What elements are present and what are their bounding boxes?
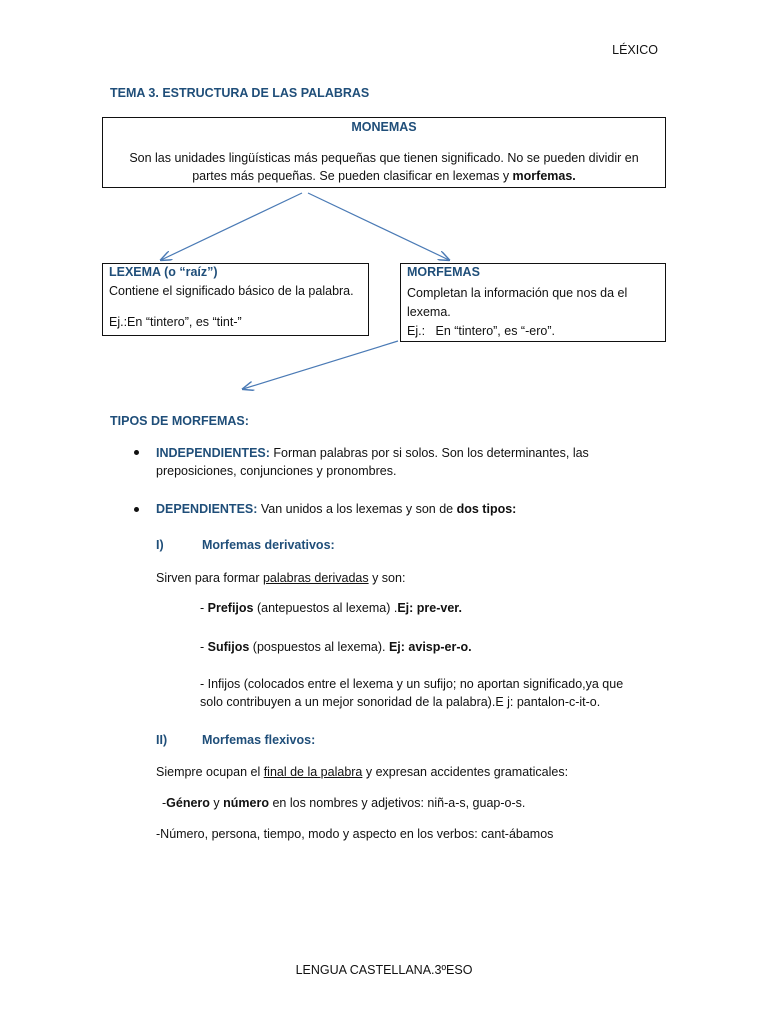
verbos-item: -Número, persona, tiempo, modo y aspecto en los verbos: cant-ábamos [156, 827, 554, 841]
bullet-icon [134, 507, 139, 512]
prefijos-item: - Prefijos (antepuestos al lexema) .Ej: pre-ver. [200, 601, 462, 615]
infijos-item [200, 675, 623, 711]
lexema-text: Contiene el significado básico de la palabra. [109, 284, 354, 298]
infijos-line-1: - Infijos (colocados entre el lexema y un sufijo; no aportan significado,ya que [200, 677, 624, 691]
monemas-line-2: partes más pequeñas. Se pueden clasificar en lexemas y morfemas. [192, 169, 576, 183]
independientes-line-2: preposiciones, conjunciones y pronombres. [156, 464, 397, 478]
page-title: TEMA 3. ESTRUCTURA DE LAS PALABRAS [110, 86, 370, 100]
morfemas-box [400, 263, 666, 342]
derivativos-heading: Morfemas derivativos: [202, 538, 335, 552]
dependientes-item: DEPENDIENTES: Van unidos a los lexemas y son de dos tipos: [156, 502, 517, 516]
monemas-heading: MONEMAS [351, 120, 417, 134]
lexema-box [102, 263, 369, 336]
morfemas-example: Ej.: En “tintero”, es “-ero”. [407, 324, 555, 338]
header-title: LÉXICO [612, 43, 658, 57]
morfemas-heading: MORFEMAS [407, 265, 480, 279]
arrow-to-lexema [161, 193, 302, 260]
footer-text: LENGUA CASTELLANA.3ºESO [295, 963, 473, 977]
flexivos-numeral: II) [156, 733, 168, 747]
independientes-item [156, 444, 589, 480]
tipos-heading: TIPOS DE MORFEMAS: [110, 414, 249, 428]
flexivos-intro: Siempre ocupan el final de la palabra y expresan accidentes gramaticales: [156, 765, 569, 779]
arrow-to-tipos [243, 341, 398, 389]
sufijos-item: - Sufijos (pospuestos al lexema). Ej: avisp-er-o. [200, 640, 472, 654]
flexivos-heading: Morfemas flexivos: [202, 733, 316, 747]
morfemas-text [407, 284, 627, 341]
infijos-line-2: solo contribuyen a un mejor sonoridad de la palabra).E j: pantalon-c-it-o. [200, 695, 601, 709]
bullet-icon [134, 450, 139, 455]
morfemas-line-2: lexema. [407, 305, 451, 319]
monemas-line-1: Son las unidades lingüísticas más pequeñas que tienen significado. No se pueden dividir en [129, 151, 639, 165]
independientes-line-1: INDEPENDIENTES: Forman palabras por si solos. Son los determinantes, las [156, 446, 589, 460]
genero-numero-item: -Género y número en los nombres y adjetivos: niñ-a-s, guap-o-s. [162, 796, 526, 810]
arrow-to-morfemas [308, 193, 449, 260]
lexema-heading: LEXEMA (o “raíz”) [109, 265, 218, 279]
morfemas-line-1: Completan la información que nos da el [407, 286, 628, 300]
lexema-example: Ej.:En “tintero”, es “tint-” [109, 315, 242, 329]
derivativos-numeral: I) [156, 538, 164, 552]
derivativos-intro: Sirven para formar palabras derivadas y son: [156, 571, 406, 585]
